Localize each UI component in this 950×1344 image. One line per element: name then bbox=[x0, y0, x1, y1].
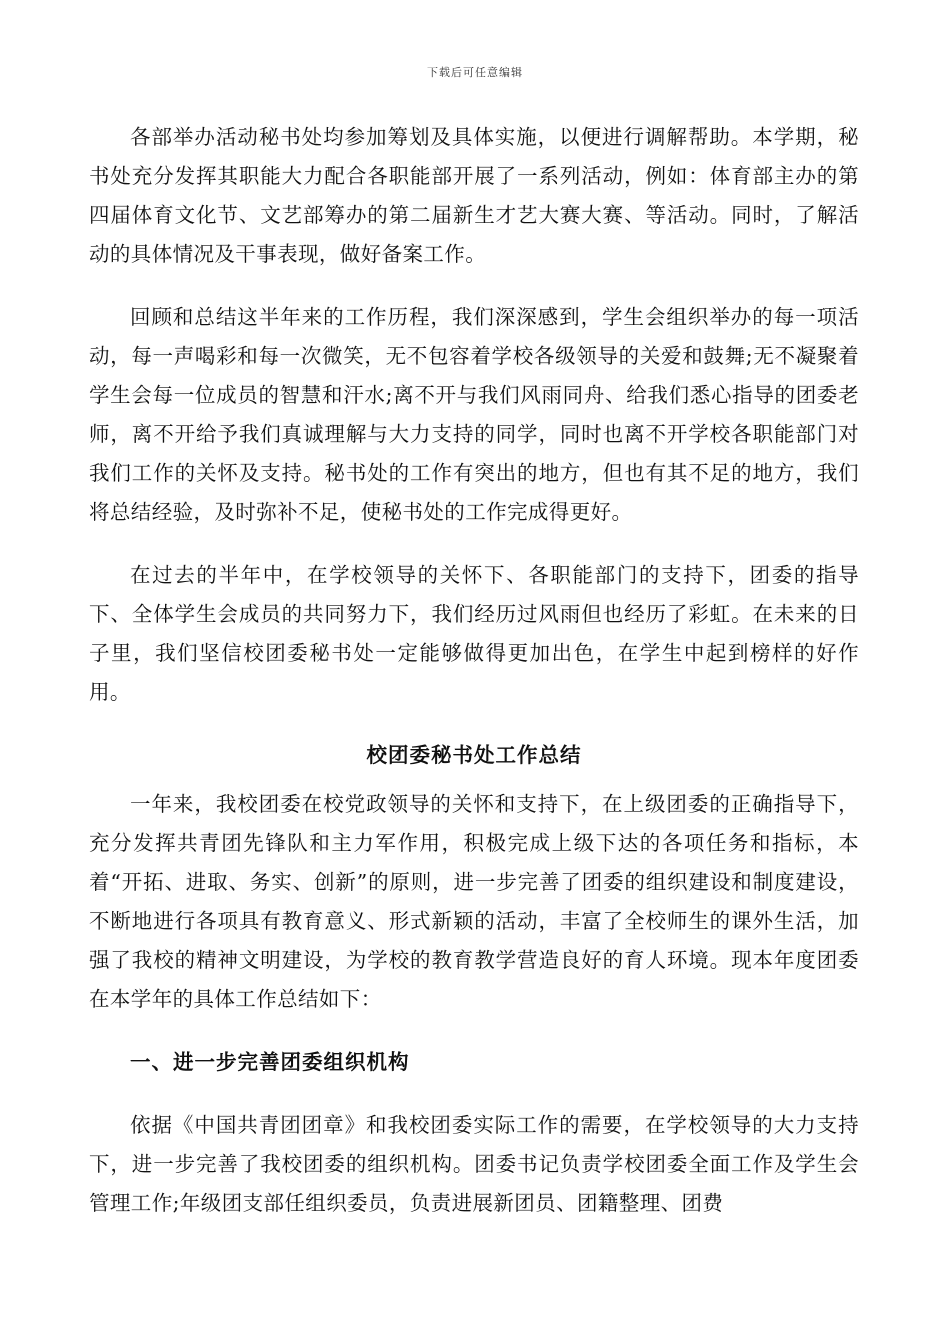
paragraph-future-outlook: 在过去的半年中，在学校领导的关怀下、各职能部门的支持下，团委的指导下、全体学生会成员的共同努力下，我们经历过风雨但也经历了彩虹。在未来的日子里，我们坚信校团委秘书处一定能够做得更加出色，在学生中起到榜样的好作用。 bbox=[89, 563, 859, 704]
subheading-organization: 一、进一步完善团委组织机构 bbox=[130, 1050, 410, 1074]
paragraph-gap bbox=[89, 274, 859, 298]
document-body bbox=[89, 118, 859, 1223]
section-title: 校团委秘书处工作总结 bbox=[366, 743, 582, 767]
paragraph-gap bbox=[89, 532, 859, 556]
paragraph-gap bbox=[89, 775, 859, 785]
paragraph-gap bbox=[89, 712, 859, 736]
paragraph-review-summary: 回顾和总结这半年来的工作历程，我们深深感到，学生会组织举办的每一项活动，每一声喝彩和每一次微笑，无不包容着学校各级领导的关爱和鼓舞;无不凝聚着学生会每一位成员的智慧和汗水;离不开与我们风雨同舟、给我们悉心指导的团委老师，离不开给予我们真诚理解与大力支持的同学，同时也离不开学校各职能部门对我们工作的关怀及支持。秘书处的工作有突出的地方，但也有其不足的地方，我们将总结经验，及时弥补不足，使秘书处的工作完成得更好。 bbox=[89, 305, 859, 524]
page-header-note: 下载后可任意编辑 bbox=[427, 66, 523, 79]
paragraph-gap bbox=[89, 1019, 859, 1043]
paragraph-gap bbox=[89, 1082, 859, 1106]
paragraph-secretariat-activities: 各部举办活动秘书处均参加筹划及具体实施，以便进行调解帮助。本学期，秘书处充分发挥其职能大力配合各职能部开展了一系列活动，例如：体育部主办的第四届体育文化节、文艺部筹办的第二届新生才艺大赛大赛、等活动。同时，了解活动的具体情况及干事表现，做好备案工作。 bbox=[89, 125, 859, 266]
paragraph-organization-structure: 依据《中国共青团团章》和我校团委实际工作的需要，在学校领导的大力支持下，进一步完善了我校团委的组织机构。团委书记负责学校团委全面工作及学生会管理工作;年级团支部任组织委员，负责进展新团员、团籍整理、团费 bbox=[89, 1113, 859, 1215]
paragraph-annual-intro: 一年来，我校团委在校党政领导的关怀和支持下，在上级团委的正确指导下，充分发挥共青团先锋队和主力军作用，积极完成上级下达的各项任务和指标，本着“开拓、进取、务实、创新”的原则，进一步完善了团委的组织建设和制度建设，不断地进行各项具有教育意义、形式新颖的活动，丰富了全校师生的课外生活，加强了我校的精神文明建设，为学校的教育教学营造良好的育人环境。现本年度团委在本学年的具体工作总结如下： bbox=[89, 792, 859, 1011]
